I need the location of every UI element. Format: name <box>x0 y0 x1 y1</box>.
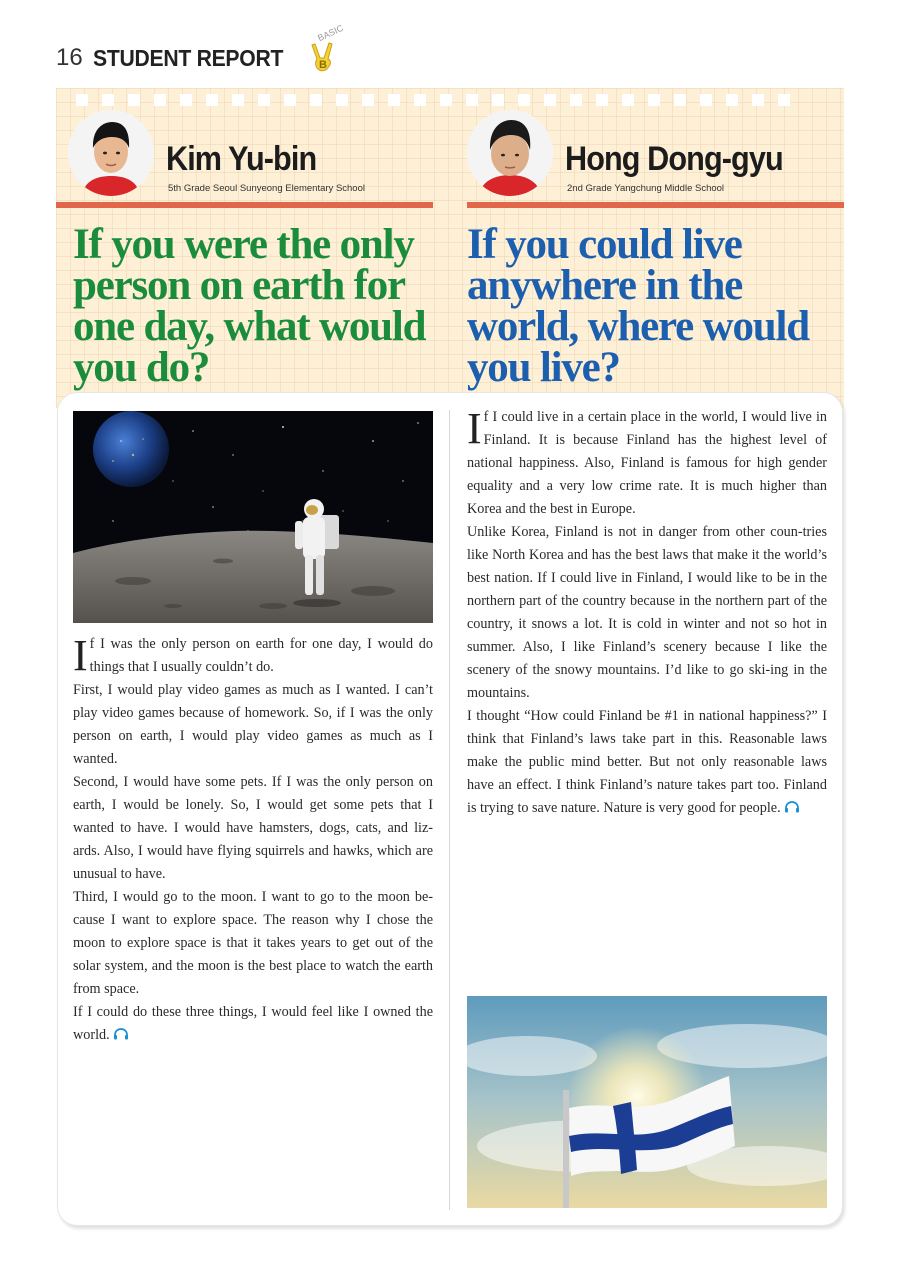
avatar <box>68 110 154 196</box>
student-school: 2nd Grade Yangchung Middle School <box>567 183 725 194</box>
essay-paragraph: First, I would play video games as much as I wanted. I can’t play video games because of homework. So, if I was the only person on earth, I would play video games as much as I wanted. <box>73 682 433 767</box>
essay-paragraph: Third, I would go to the moon. I want to go to the moon be-cause I want to explore space. The reason why I chose the moon to explore space is that it takes years to get out of the solar system, and the moon is the best place to watch the earth from space. <box>73 889 433 997</box>
drop-cap: I <box>73 631 88 680</box>
drop-cap: I <box>467 404 482 453</box>
essay-paragraph: Second, I would have some pets. If I was the only person on earth, I would be lonely. So, I would get some pets that I wanted to have. I would have hamsters, dogs, cats, and liz-ards. Also, I would have flying squirrels and hawks, which are unusual to have. <box>73 774 433 882</box>
page-header <box>56 22 346 78</box>
section-title: STUDENT REPORT <box>92 44 283 71</box>
headphones-icon <box>784 801 800 813</box>
question-heading-right: If you could live anywhere in the world, where would you live? <box>467 221 809 391</box>
essay-paragraph: If I was the only person on earth for one day, I would do things that I usually couldn’t do. <box>73 631 433 680</box>
level-word: BASIC <box>316 22 346 44</box>
essay-paragraph: I thought “How could Finland be #1 in national happiness?” I think that Finland’s laws take part in this. Reasonable laws make the public mind better. But not only reasonable laws have an effect. I think Finland’s nature takes part too. Finland is trying to save nature. Nature is very good for people. <box>467 708 827 816</box>
essay-paragraph: If I could live in a certain place in the world, I would live in Finland. It is because Finland has the highest level of national happiness. Also, Finland is famous for high gender equality and a very low crime rate. It is much higher than Korea and the best in Europe. <box>467 404 827 517</box>
level-badge <box>303 22 346 80</box>
essay-right <box>467 406 827 820</box>
column-divider <box>449 410 450 1210</box>
astronaut-moon-photo <box>73 411 433 623</box>
student-name: Kim Yu-bin <box>166 140 317 178</box>
student-name: Hong Dong-gyu <box>565 140 783 178</box>
page-number: 16 <box>56 44 83 71</box>
avatar <box>467 110 553 196</box>
name-divider-left <box>56 202 433 208</box>
level-letter: B <box>319 59 328 71</box>
finland-flag-photo <box>467 996 827 1208</box>
student-school: 5th Grade Seoul Sunyeong Elementary School <box>168 183 365 194</box>
name-divider-right <box>467 202 844 208</box>
question-heading-left: If you were the only person on earth for one day, what would you do? <box>73 221 426 391</box>
headphones-icon <box>113 1028 129 1040</box>
essay-paragraph: If I could do these three things, I would feel like I owned the world. <box>73 1004 433 1043</box>
victory-hand-icon <box>309 42 337 74</box>
essay-paragraph: Unlike Korea, Finland is not in danger from other coun-tries like North Korea and has the best laws that make it the world’s best nation. If I could live in Finland, I would like to be in the northern part of the country because in the northern part of the country, it snows a lot. It is cold in winter and not so hot in summer. Also, I like Finland’s scenery because I like the scenery of the snowy mountains. I’d like to go ski-ing in the mountains. <box>467 524 827 701</box>
tape-decoration <box>76 94 832 106</box>
essay-left <box>73 633 433 1047</box>
